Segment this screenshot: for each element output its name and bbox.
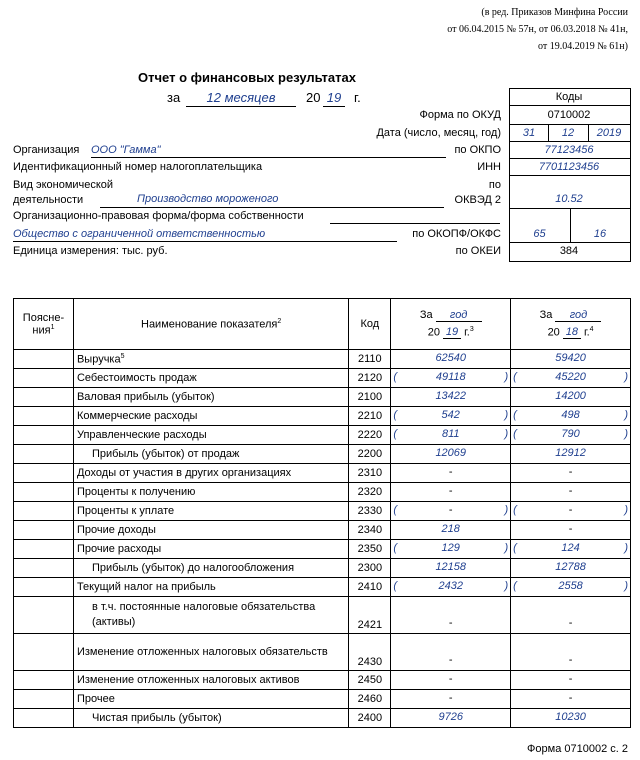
table-row — [14, 559, 631, 578]
value-text: - — [448, 654, 453, 666]
table-row — [14, 521, 631, 540]
table-row — [14, 502, 631, 521]
codes-divider — [509, 141, 630, 142]
okopf-label: по ОКОПФ/ОКФС — [412, 228, 501, 240]
row-value-current — [391, 578, 511, 597]
row-name-cell — [73, 464, 348, 483]
row-value-previous — [511, 578, 631, 597]
row-name: Прибыль (убыток) от продаж — [91, 448, 240, 460]
header-col1 — [391, 299, 511, 350]
okud-value: 0710002 — [547, 109, 591, 121]
value-text: - — [568, 654, 573, 666]
col1-year-prefix: 20 — [427, 326, 440, 339]
org-underline — [91, 157, 446, 158]
value-text: 811 — [441, 428, 460, 440]
row-code: 2220 — [349, 426, 391, 445]
close-paren: ) — [624, 409, 628, 421]
row-code: 2120 — [349, 369, 391, 388]
row-value-previous — [511, 407, 631, 426]
value-text: 124 — [561, 542, 580, 554]
value-text: 45220 — [555, 371, 586, 383]
legal-form-underline-1 — [330, 223, 500, 224]
value-text: - — [568, 673, 573, 685]
open-paren: ( — [513, 542, 517, 554]
row-value-previous — [511, 634, 631, 671]
report-title: Отчет о финансовых результатах — [138, 70, 356, 85]
row-value-previous — [511, 369, 631, 388]
year-underline — [323, 106, 345, 107]
table-row — [14, 540, 631, 559]
year-suffix: г. — [354, 90, 361, 105]
row-name-cell — [73, 407, 348, 426]
close-paren: ) — [504, 504, 509, 516]
row-notes-cell — [14, 350, 74, 369]
value-text: - — [568, 485, 573, 497]
col2-suffix: г. — [583, 326, 590, 339]
value-text: - — [568, 504, 573, 516]
row-notes-cell — [14, 559, 74, 578]
row-name: Прочие расходы — [76, 543, 162, 555]
close-paren: ) — [624, 504, 628, 516]
edition-note — [447, 4, 628, 55]
value-text: 9726 — [438, 711, 463, 723]
table-row — [14, 634, 631, 671]
row-name-cell — [73, 671, 348, 690]
open-paren: ( — [393, 409, 397, 421]
edition-note-line: от 06.04.2015 № 57н, от 06.03.2018 № 41н, — [447, 24, 628, 35]
table-row — [14, 388, 631, 407]
row-notes-cell — [14, 407, 74, 426]
row-code: 2210 — [349, 407, 391, 426]
row-name-cell — [73, 426, 348, 445]
row-name: Чистая прибыль (убыток) — [91, 712, 222, 724]
codes-divider — [509, 158, 630, 159]
date-label: Дата (число, месяц, год) — [376, 127, 501, 139]
row-value-current — [391, 521, 511, 540]
header-notes-text: Поясне-ния — [22, 311, 65, 337]
table-row — [14, 690, 631, 709]
col2-year: 18 — [563, 326, 581, 339]
table-row — [14, 350, 631, 369]
row-value-previous — [511, 690, 631, 709]
row-notes-cell — [14, 690, 74, 709]
row-value-current — [391, 709, 511, 728]
form-page-label: Форма 0710002 с. 2 — [527, 743, 628, 755]
row-value-current — [391, 464, 511, 483]
okud-label: Форма по ОКУД — [419, 109, 501, 121]
value-text: 10230 — [555, 711, 586, 723]
value-text: 218 — [441, 523, 460, 535]
row-value-current — [391, 426, 511, 445]
row-value-previous — [511, 597, 631, 634]
row-value-current — [391, 483, 511, 502]
row-value-previous — [511, 540, 631, 559]
row-notes-cell — [14, 445, 74, 464]
table-row — [14, 597, 631, 634]
row-name-cell — [73, 369, 348, 388]
row-code: 2330 — [349, 502, 391, 521]
row-notes-cell — [14, 709, 74, 728]
row-name: Доходы от участия в других организациях — [76, 467, 292, 479]
table-row — [14, 671, 631, 690]
value-text: 13422 — [435, 390, 467, 402]
close-paren: ) — [504, 580, 509, 592]
row-name-cell — [73, 445, 348, 464]
row-code: 2421 — [349, 597, 391, 634]
value-text: - — [448, 692, 453, 704]
row-name-cell — [73, 559, 348, 578]
value-text: 49118 — [435, 371, 466, 383]
row-notes-cell — [14, 369, 74, 388]
row-name: Управленческие расходы — [76, 429, 207, 441]
row-code: 2310 — [349, 464, 391, 483]
row-name: Валовая прибыль (убыток) — [76, 391, 215, 403]
financial-results-table — [13, 298, 631, 728]
header-col2 — [511, 299, 631, 350]
row-value-previous — [511, 483, 631, 502]
row-name-cell — [73, 502, 348, 521]
okved-value: 10.52 — [555, 193, 583, 205]
row-code: 2340 — [349, 521, 391, 540]
row-name-cell — [73, 597, 348, 634]
value-text: 14200 — [555, 390, 586, 402]
col1-prefix: За — [419, 308, 433, 321]
year-value: 19 — [326, 90, 342, 105]
row-value-previous — [511, 445, 631, 464]
close-paren: ) — [504, 542, 509, 554]
row-value-previous — [511, 521, 631, 540]
value-text: 12912 — [555, 447, 586, 459]
okved-label-line2: ОКВЭД 2 — [454, 194, 501, 206]
value-text: - — [448, 485, 453, 497]
value-text: - — [448, 673, 453, 685]
table-row — [14, 426, 631, 445]
col1-sup: 3 — [469, 325, 474, 333]
row-notes-cell — [14, 634, 74, 671]
row-name: Изменение отложенных налоговых обязательств — [76, 645, 328, 658]
period-prefix: за — [167, 90, 181, 105]
row-value-current — [391, 690, 511, 709]
open-paren: ( — [393, 504, 397, 516]
row-value-current — [391, 597, 511, 634]
row-name-cell — [73, 540, 348, 559]
inn-short-label: ИНН — [477, 161, 501, 173]
activity-value: Производство мороженого — [137, 193, 279, 205]
value-text: - — [448, 466, 453, 478]
value-text: 129 — [441, 542, 460, 554]
activity-underline — [100, 207, 444, 208]
row-value-previous — [511, 464, 631, 483]
close-paren: ) — [624, 428, 628, 440]
row-value-current — [391, 350, 511, 369]
value-text: 62540 — [435, 352, 467, 364]
row-value-current — [391, 369, 511, 388]
date-day: 31 — [522, 127, 536, 139]
header-notes-sup: 1 — [50, 323, 55, 331]
row-value-previous — [511, 350, 631, 369]
row-code: 2350 — [349, 540, 391, 559]
table-row — [14, 369, 631, 388]
inn-label: Идентификационный номер налогоплательщика — [13, 161, 263, 173]
row-code: 2320 — [349, 483, 391, 502]
org-value: ООО "Гамма" — [91, 144, 161, 156]
row-name-cell — [73, 709, 348, 728]
row-notes-cell — [14, 388, 74, 407]
row-code: 2100 — [349, 388, 391, 407]
header-code: Код — [349, 299, 391, 350]
legal-form-underline-2 — [13, 241, 397, 242]
col2-period: год — [555, 309, 601, 322]
row-name: Проценты к уплате — [76, 505, 175, 517]
table-row — [14, 709, 631, 728]
row-code: 2410 — [349, 578, 391, 597]
value-text: 12069 — [435, 447, 467, 459]
value-text: 12158 — [435, 561, 467, 573]
open-paren: ( — [513, 428, 517, 440]
legal-form-value: Общество с ограниченной ответственностью — [13, 228, 266, 240]
row-value-current — [391, 445, 511, 464]
row-name-cell — [73, 690, 348, 709]
row-notes-cell — [14, 502, 74, 521]
row-name-cell — [73, 388, 348, 407]
value-text: 542 — [441, 409, 460, 421]
row-code: 2300 — [349, 559, 391, 578]
period-underline — [186, 106, 296, 107]
activity-label-line1: Вид экономической — [13, 179, 114, 191]
header-notes — [14, 299, 74, 350]
row-code: 2400 — [349, 709, 391, 728]
row-value-previous — [511, 388, 631, 407]
header-name — [73, 299, 348, 350]
open-paren: ( — [513, 409, 517, 421]
row-value-current — [391, 502, 511, 521]
row-value-current — [391, 540, 511, 559]
table-row — [14, 578, 631, 597]
row-name-cell — [73, 578, 348, 597]
row-name: Выручка — [76, 353, 121, 366]
year-prefix: 20 — [306, 90, 321, 105]
okpo-label: по ОКПО — [454, 144, 501, 156]
codes-divider — [509, 175, 630, 176]
activity-label-line2: деятельности — [13, 194, 84, 206]
value-text: 790 — [561, 428, 580, 440]
col2-prefix: За — [539, 308, 553, 321]
value-text: - — [568, 617, 573, 629]
value-text: - — [568, 692, 573, 704]
row-code: 2450 — [349, 671, 391, 690]
value-text: 2432 — [438, 580, 463, 592]
value-text: - — [568, 466, 573, 478]
value-text: - — [448, 617, 453, 629]
codes-divider — [509, 124, 630, 125]
row-value-current — [391, 634, 511, 671]
date-year: 2019 — [596, 127, 622, 139]
value-text: - — [568, 523, 573, 535]
table-row — [14, 445, 631, 464]
close-paren: ) — [504, 428, 509, 440]
table-row — [14, 464, 631, 483]
row-code: 2110 — [349, 350, 391, 369]
okopf-value: 65 — [533, 228, 546, 240]
row-name-cell — [73, 350, 348, 369]
row-value-previous — [511, 502, 631, 521]
legal-form-label: Организационно-правовая форма/форма собственности — [13, 210, 304, 222]
close-paren: ) — [504, 371, 509, 383]
row-notes-cell — [14, 597, 74, 634]
edition-note-line: от 19.04.2019 № 61н) — [538, 41, 628, 52]
open-paren: ( — [393, 428, 397, 440]
table-row — [14, 483, 631, 502]
row-value-previous — [511, 671, 631, 690]
inn-code-value: 7701123456 — [538, 161, 600, 173]
row-code: 2200 — [349, 445, 391, 464]
row-name: Прочее — [76, 693, 115, 705]
row-notes-cell — [14, 578, 74, 597]
row-value-current — [391, 559, 511, 578]
col2-year-prefix: 20 — [547, 326, 560, 339]
okpo-value: 77123456 — [544, 144, 594, 156]
edition-note-line: (в ред. Приказов Минфина России — [481, 7, 628, 18]
row-code: 2460 — [349, 690, 391, 709]
row-value-previous — [511, 709, 631, 728]
open-paren: ( — [393, 371, 397, 383]
okei-label: по ОКЕИ — [455, 245, 501, 257]
open-paren: ( — [393, 580, 397, 592]
row-name-sup: 5 — [120, 352, 125, 360]
codes-divider — [509, 242, 630, 243]
row-value-current — [391, 671, 511, 690]
org-label: Организация — [13, 144, 80, 156]
row-name-cell — [73, 521, 348, 540]
row-notes-cell — [14, 540, 74, 559]
row-name: Прочие доходы — [76, 524, 156, 536]
col1-year: 19 — [443, 326, 461, 339]
row-name: в т.ч. постоянные налоговые обязательства (активы) — [91, 601, 316, 628]
header-name-sup: 2 — [277, 317, 282, 325]
row-name: Текущий налог на прибыль — [76, 581, 216, 593]
codes-label: Коды — [555, 91, 583, 103]
row-name: Прибыль (убыток) до налогообложения — [91, 562, 295, 574]
open-paren: ( — [513, 504, 517, 516]
close-paren: ) — [624, 542, 628, 554]
open-paren: ( — [393, 542, 397, 554]
value-text: 59420 — [555, 352, 586, 364]
col2-sup: 4 — [589, 325, 594, 333]
unit-label: Единица измерения: тыс. руб. — [13, 245, 168, 257]
row-value-previous — [511, 426, 631, 445]
header-name-text: Наименование показателя — [141, 318, 278, 331]
row-name-cell — [73, 483, 348, 502]
value-text: 12788 — [555, 561, 586, 573]
okei-value: 384 — [559, 245, 579, 257]
date-month: 12 — [561, 127, 575, 139]
row-name: Изменение отложенных налоговых активов — [76, 674, 300, 686]
close-paren: ) — [624, 371, 628, 383]
value-text: - — [448, 504, 453, 516]
col1-period: год — [436, 309, 482, 322]
row-notes-cell — [14, 521, 74, 540]
close-paren: ) — [504, 409, 509, 421]
okfs-value: 16 — [593, 228, 607, 240]
row-name: Проценты к получению — [76, 486, 196, 498]
okved-label-line1: по — [488, 179, 501, 191]
open-paren: ( — [513, 580, 517, 592]
row-name: Себестоимость продаж — [76, 372, 197, 384]
period-value: 12 месяцев — [206, 90, 276, 105]
value-text: 498 — [561, 409, 580, 421]
open-paren: ( — [513, 371, 517, 383]
table-body — [14, 350, 631, 728]
row-name: Коммерческие расходы — [76, 410, 198, 422]
row-notes-cell — [14, 483, 74, 502]
codes-divider — [509, 105, 630, 106]
row-name-cell — [73, 634, 348, 671]
row-notes-cell — [14, 671, 74, 690]
row-notes-cell — [14, 426, 74, 445]
row-value-current — [391, 407, 511, 426]
row-value-current — [391, 388, 511, 407]
value-text: 2558 — [558, 580, 583, 592]
col1-suffix: г. — [464, 326, 470, 339]
row-notes-cell — [14, 464, 74, 483]
row-code: 2430 — [349, 634, 391, 671]
row-value-previous — [511, 559, 631, 578]
table-row — [14, 407, 631, 426]
close-paren: ) — [624, 580, 628, 592]
